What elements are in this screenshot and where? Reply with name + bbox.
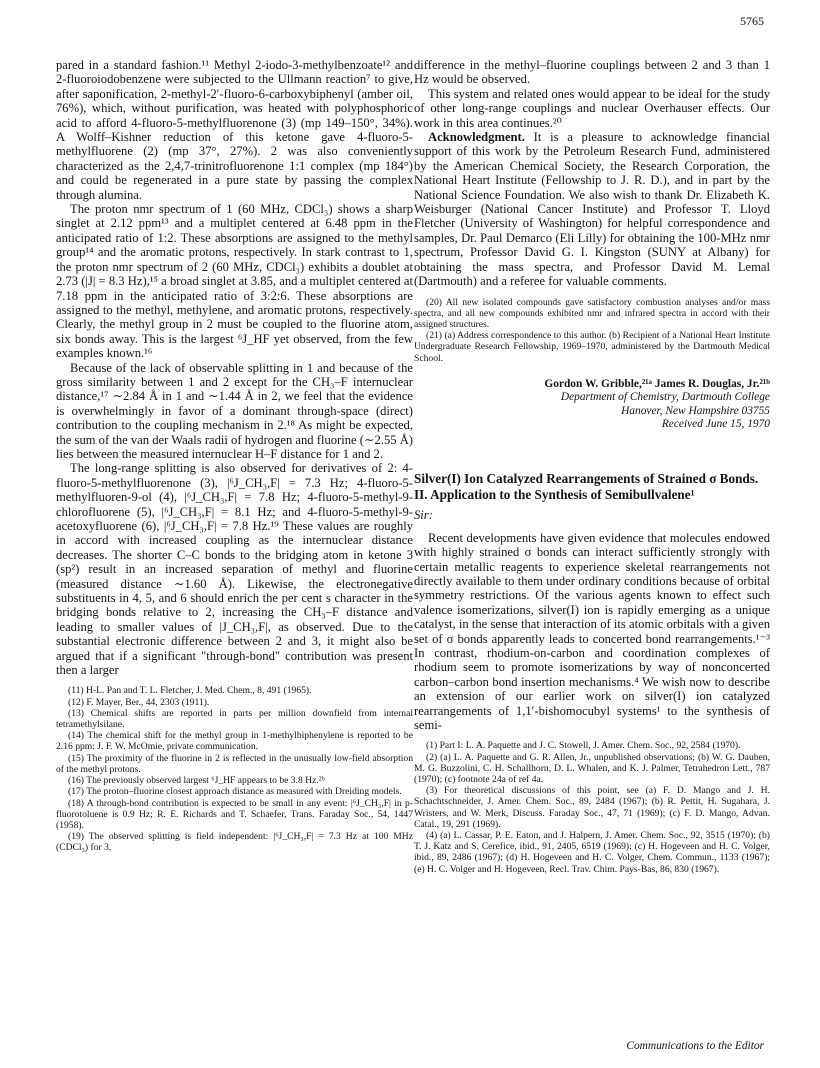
acknowledgment-label: Acknowledgment. (428, 130, 525, 145)
affiliation-line: Department of Chemistry, Dartmouth College (560, 391, 770, 404)
footnote: (11) H-L. Pan and T. L. Fletcher, J. Med. Chem., 8, 491 (1965). (68, 685, 312, 697)
right-footnotes-top (414, 297, 770, 364)
paragraph: Recent developments have given evidence that molecules endowed with highly strained σ bonds can interact sufficiently strongly with certain metallic reagents to experience skeletal rearrangements not directly available to them under ordinary conditions because of orbital symmetry restrictions. Of the various agents known to effect such valence isomerizations, silver(I) ion is rapidly emerging as a unique catalyst, in the sense that interaction of its atomic orbitals with a given set of σ bonds apparently leads to concerted bond rearrangements.¹⁻³ In contrast, rhodium-on-carbon and coordination complexes of rhodium seem to promote isomerizations by way of nonconcerted carbon–carbon bond insertion mechanisms.⁴ We wish now to describe an extension of our earlier work on silver(I) ion catalyzed rearrangements of 1,1′-bishomocubyl systems¹ to the synthesis of semi- (414, 530, 770, 733)
footnote: (16) The previously observed largest ⁶J_HF appears to be 3.8 Hz.²ᵇ (68, 775, 325, 787)
author-names: Gordon W. Gribble,²¹ᵃ James R. Douglas, Jr.²¹ᵇ (544, 377, 770, 390)
footnote: (4) (a) L. Cassar, P. E. Eaton, and J. Halpern, J. Amer. Chem. Soc., 92, 3515 (1970); (b) T. J. Katz and S. Cerefice, ibid., 91, 2405, 6519 (1969); (c) H. Hogeveen and H. C. Volger, ibid., 89, 2486 (1967); (d) H. Hogeveen and H. C. Volger, Chem. Commun., 1133 (1967); (e) H. C. Volger and H. Hogeveen, Recl. Trav. Chim. Pays-Bas, 86, 830 (1967). (414, 830, 770, 875)
footnote: (15) The proximity of the fluorine in 2 is reflected in the unusually low-field absorption of the methyl protons. (56, 752, 413, 775)
footnote: (21) (a) Address correspondence to this author. (b) Recipient of a National Heart Institute Undergraduate Research Fellowship, 1969–1970, administered by the Dartmouth Medical School. (414, 330, 770, 364)
article-body (414, 531, 770, 733)
article-title: Silver(I) Ion Catalyzed Rearrangements of Strained σ Bonds. II. Application to the Synthesis of Semibullvalene¹ (414, 471, 759, 502)
paragraph: This system and related ones would appear to be ideal for the study of other long-range couplings and nuclear Overhauser effects. Our work in this area continues.²⁰ (414, 86, 770, 130)
received-date: Received June 15, 1970 (661, 417, 770, 430)
right-column (414, 58, 770, 875)
page-number: 5765 (740, 14, 764, 28)
acknowledgment-paragraph (414, 130, 770, 288)
footnote: (1) Part I: L. A. Paquette and J. C. Stowell, J. Amer. Chem. Soc., 92, 2584 (1970). (426, 740, 741, 752)
paragraph: pared in a standard fashion.¹¹ Methyl 2-iodo-3-methylbenzoate¹² and 2-fluoroiodobenzene were subjected to the Ullmann reaction⁷ to give, after saponification, 2-methyl-2′-fluoro-6-carboxybiphenyl (amber oil, 76%), which, without purification, was heated with polyphosphoric acid to afford 4-fluoro-5-methylfluorenone (3) (mp 149–150°, 34%). A Wolff–Kishner reduction of this ketone gave 4-fluoro-5-methylfluorene (2) (mp 37°, 27%). 2 was also conveniently characterized as the 2,4,7-trinitrofluorenone 1:1 complex (mp 184°) and could be regenerated in a pure state by passing the complex through alumina. (56, 58, 413, 202)
footnote: (2) (a) L. A. Paquette and G. R. Allen, Jr., unpublished observations; (b) W. G. Dauben, M. G. Buzzolini, C. H. Schallhorn, D. L. Whalen, and K. J. Palmer, Tetrahedron Lett., 787 (1970); (c) footnote 24a of ref 4a. (414, 751, 770, 786)
footnote: (19) The observed splitting is field independent: |⁶J_CH₃,F| = 7.3 Hz at 100 MHz (CDCl₃) for 3. (56, 831, 413, 854)
left-column (56, 58, 413, 854)
footnote: (18) A through-bond contribution is expected to be small in any event: |⁶J_CH₃,F| in p-fluorotoluene is 0.9 Hz; R. E. Richards and T. Schaefer, Trans. Faraday Soc., 54, 1447 (1958). (56, 797, 413, 831)
journal-section-footer: Communications to the Editor (626, 1040, 764, 1052)
footnote: (3) For theoretical discussions of this point, see (a) F. D. Mango and J. H. Schachtschneider, J. Amer. Chem. Soc., 89, 2484 (1967); (b) R. Pettit, H. Sugahara, J. Wristers, and W. Merk, Discuss. Faraday Soc., 47, 71 (1969); (c) F. D. Mango, Advan. Catal., 19, 291 (1969). (414, 785, 770, 830)
salutation: Sir: (414, 507, 433, 522)
right-footnotes-bottom (414, 740, 770, 874)
footnote: (12) F. Mayer, Ber., 44, 2303 (1911). (68, 696, 210, 708)
paragraph: Because of the lack of observable splitting in 1 and because of the gross similarity between 1 and 2 except for the CH₃–F internuclear distance,¹⁷ ∼2.84 Å in 1 and ∼1.44 Å in 2, we feel that the evidence is overwhelmingly in favor of a dominant through-space (direct) contribution to the coupling mechanism in 2.¹⁸ As might be expected, the sum of the van der Waals radii of hydrogen and fluorine (∼2.55 Å) lies between the measured internuclear H–F distance for 1 and 2. (56, 360, 413, 461)
acknowledgment-text: It is a pleasure to acknowledge financial support of this work by the Petroleum Research Fund, administered by the American Chemical Society, the Research Corporation, the National Heart Institute (Fellowship to J. R. D.), and in part by the National Science Foundation. We also wish to thank Dr. Elizabeth K. Weisburger (National Cancer Institute) and Professor T. Lloyd Fletcher (University of Washington) for helpful correspondence and samples, Dr. Paul Demarco (Eli Lilly) for obtaining the 100-MHz nmr spectrum, Professor David G. I. Kingston (SUNY at Albany) for obtaining the mass spectra, and Professor David M. Lemal (Dartmouth) and a referee for valuable comments. (414, 130, 770, 289)
right-body-text (414, 58, 770, 289)
author-block (414, 378, 770, 432)
footnote: (14) The chemical shift for the methyl group in 1-methylbiphenylene is reported to be 2.16 ppm: J. F. W. McOmie, private communication. (56, 730, 413, 753)
footnote: (17) The proton–fluorine closest approach distance as measured with Dreiding models. (68, 786, 402, 798)
paragraph: The long-range splitting is also observed for derivatives of 2: 4-fluoro-5-methylfluorenone (3), |⁶J_CH₃,F| = 7.3 Hz; 4-fluoro-5-methylfluoren-9-ol (4), |⁶J_CH₃,F| = 7.8 Hz; 4-fluoro-5-methyl-9-chlorofluorene (5), |⁶J_CH₃,F| = 8.1 Hz; and 4-fluoro-5-methyl-9-acetoxyfluorene (6), |⁶J_CH₃,F| = 7.8 Hz.¹⁹ These values are roughly in accord with increased coupling as the internuclear distance decreases. The shorter C–C bonds to the bridging atom in ketone 3 (sp²) result in an increased separation of methyl and fluorine (measured distance ∼1.60 Å). Likewise, the electronegative substituents in 4, 5, and 6 should enrich the per cent s character in the bridging bonds relative to 2, increasing the CH₃–F distance and leading to smaller values of |J_CH₃,F|, as observed. Due to the substantial electronic difference between 2 and 3, it might also be argued that if a significant "through-bond" contribution was present then a larger (56, 461, 413, 678)
footnote: (13) Chemical shifts are reported in parts per million downfield from internal tetramethylsilane. (56, 707, 413, 731)
paragraph: difference in the methyl–fluorine couplings between 2 and 3 than 1 Hz would be observed. (414, 58, 770, 87)
paragraph: The proton nmr spectrum of 1 (60 MHz, CDCl₃) shows a sharp singlet at 2.12 ppm¹³ and a multiplet centered at 6.48 ppm in the anticipated ratio of 1:2. These absorptions are assigned to the methyl group¹⁴ and the aromatic protons, respectively. In stark contrast to 1, the proton nmr spectrum of 2 (60 MHz, CDCl₃) exhibits a doublet at 2.73 (|J| = 8.3 Hz),¹⁵ a broad singlet at 3.85, and a multiplet centered at 7.18 ppm in the anticipated ratio of 3:2:6. These absorptions are assigned to the methyl, methylene, and aromatic protons, respectively. Clearly, the methyl group in 2 must be coupled to the fluorine atom, six bonds away. This is the largest ⁶J_HF yet observed, from the few examples known.¹⁶ (56, 202, 413, 361)
left-footnotes (56, 685, 413, 853)
footnote: (20) All new isolated compounds gave satisfactory combustion analyses and/or mass spectra, and all new compounds exhibited nmr and infrared spectra in accord with their assigned structures. (414, 296, 770, 330)
left-body-text (56, 58, 413, 677)
affiliation-line: Hanover, New Hampshire 03755 (621, 404, 770, 417)
